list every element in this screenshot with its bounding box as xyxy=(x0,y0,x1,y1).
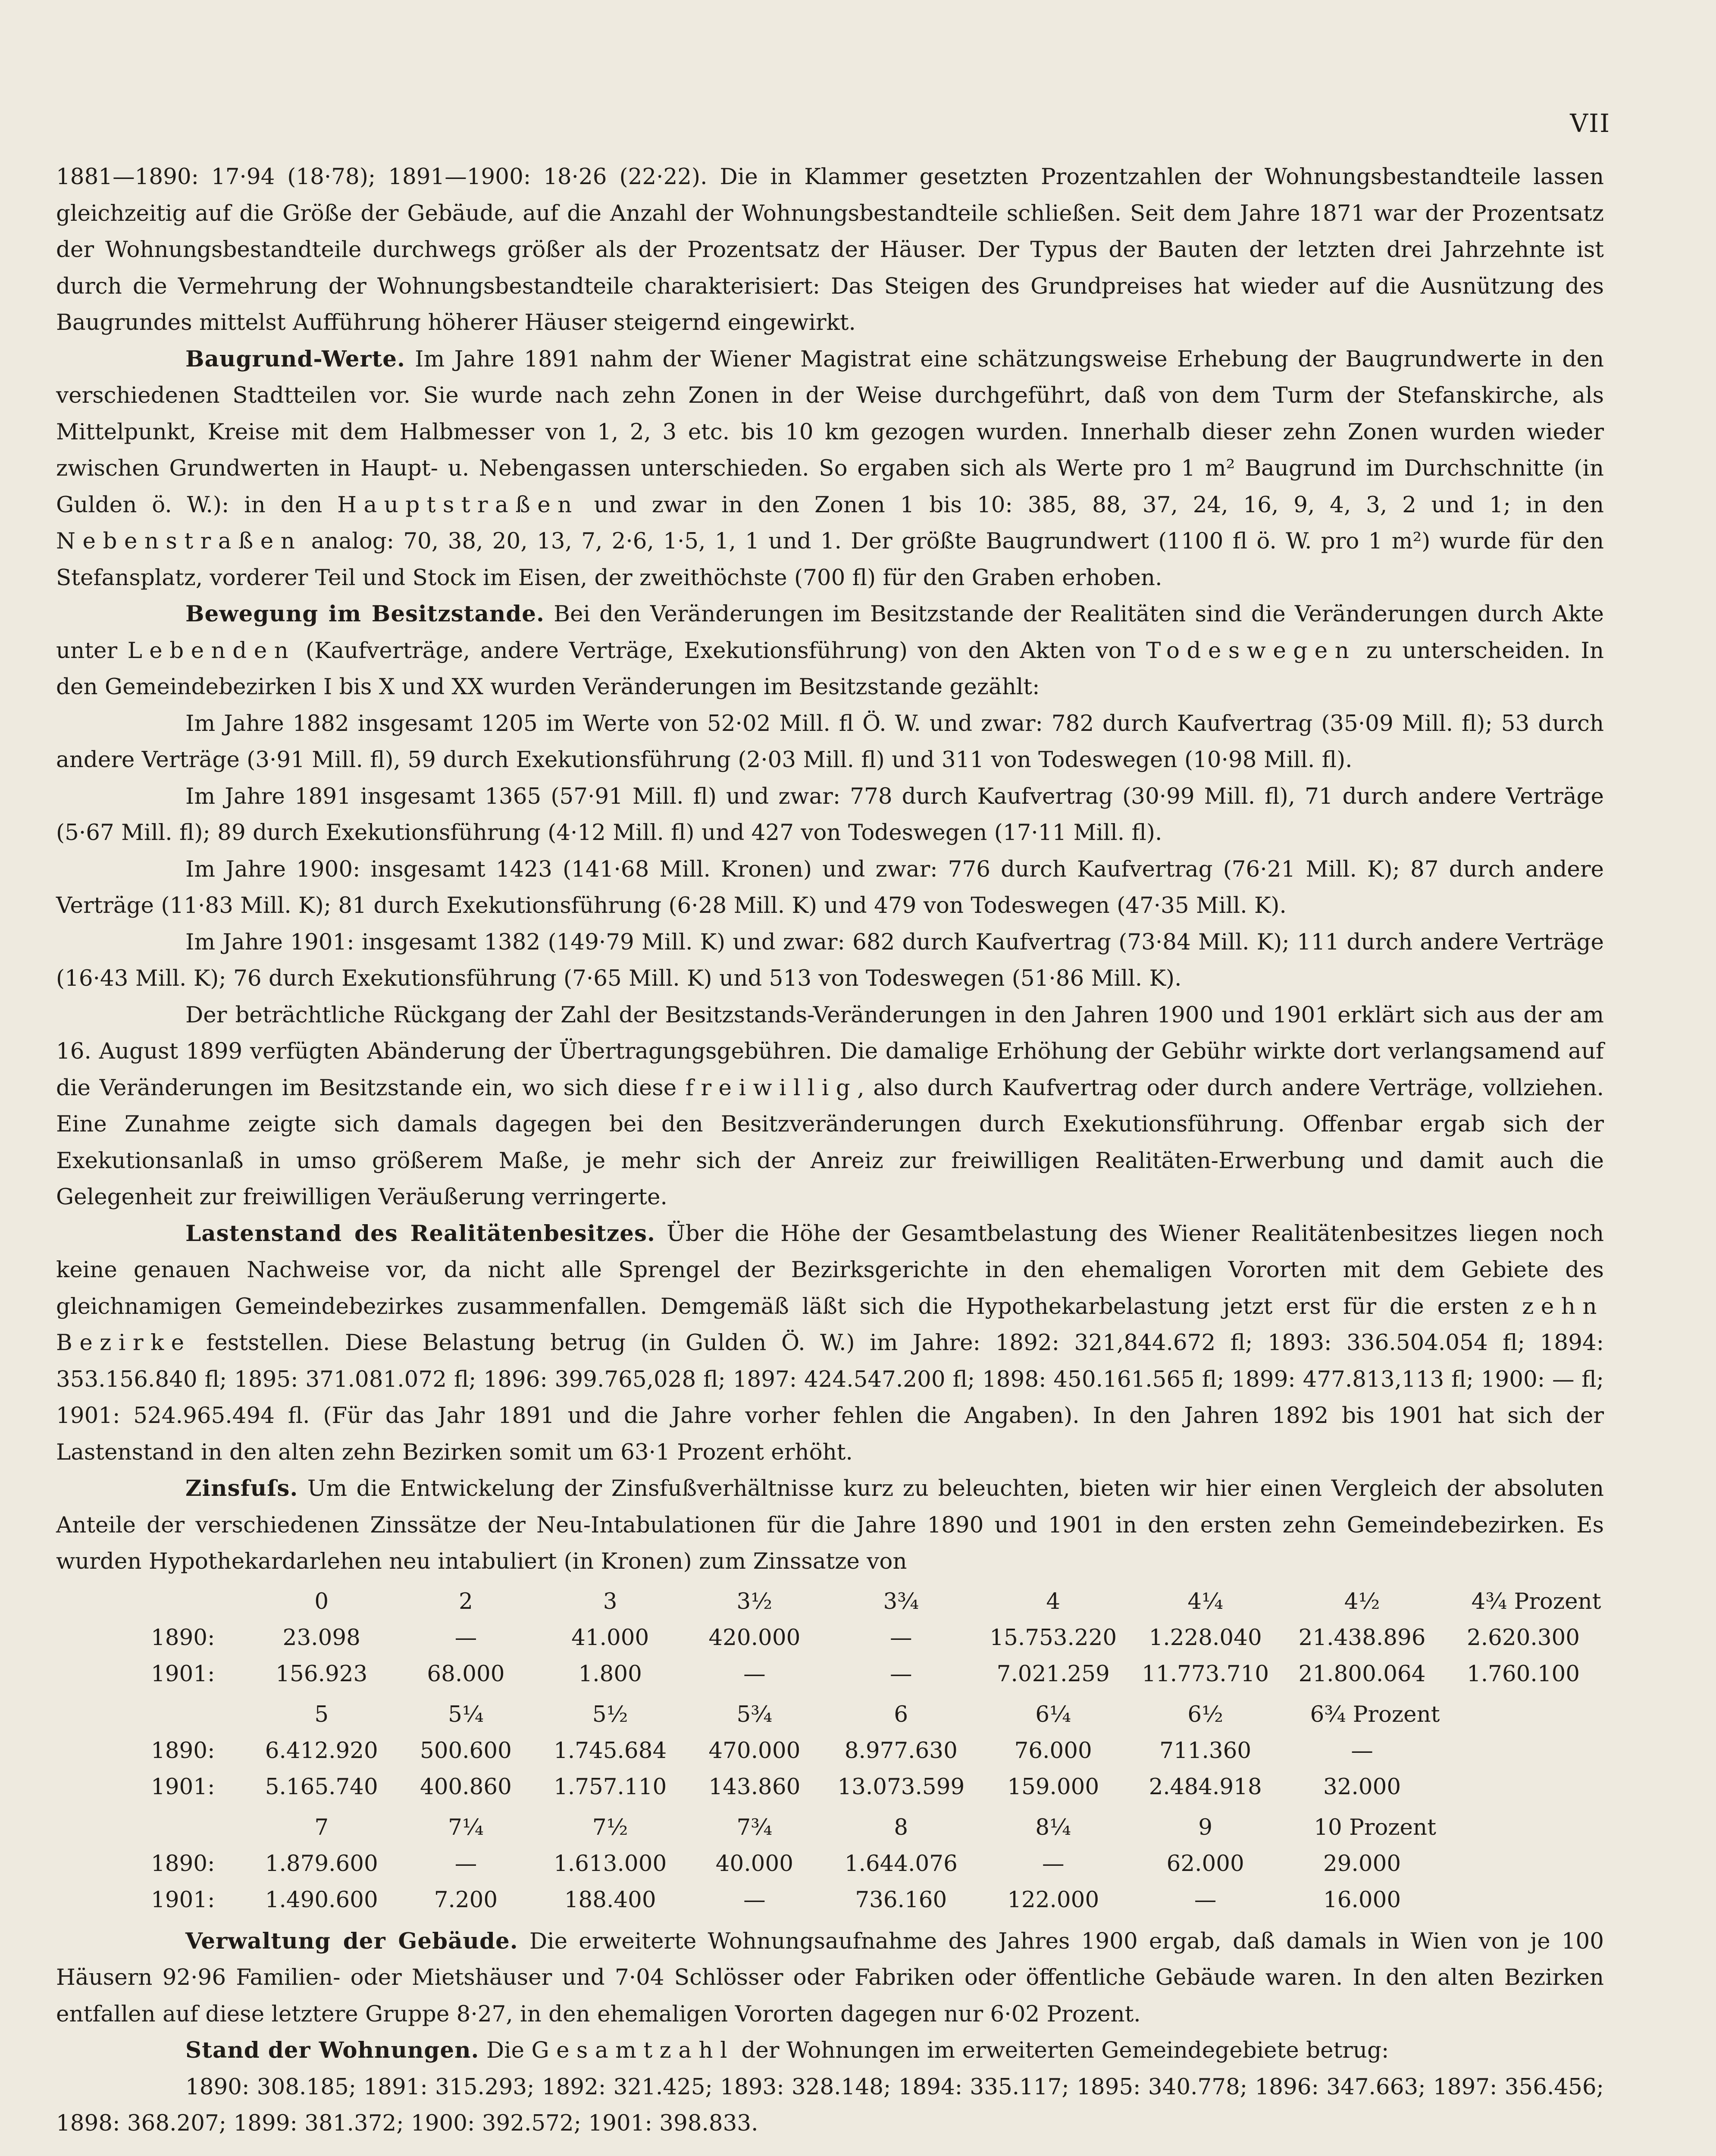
amount-cell: — xyxy=(890,1624,912,1651)
amount-cell: 1.613.000 xyxy=(554,1850,667,1877)
amount-cell: 32.000 xyxy=(1323,1774,1401,1800)
amount-cell: — xyxy=(743,1661,766,1687)
rate-header-row xyxy=(151,1583,1604,1620)
dwelling-growth-paragraph xyxy=(56,2150,1604,2156)
page-number: VII xyxy=(1570,109,1610,138)
rate-header-spacer xyxy=(151,1583,248,1620)
amount-cell: 1.644.076 xyxy=(844,1850,958,1877)
amount-cell: 29.000 xyxy=(1323,1850,1401,1877)
body-text: und zwar in den Zonen 1 bis 10: 385, 88, 37, 24, 16, 9, 4, 3, 2 und 1; in den xyxy=(579,492,1604,518)
body-text: , also durch Kaufvertrag oder durch andere Verträge, vollziehen. Eine Zunahme zeigte sich damals dagegen bei den Besitzveränderungen durch Exekutionsführung. Offenbar ergab sich der Exekutionsanlaß in umso größerem Maße, je mehr sich der Anreiz zur freiwilligen Realitäten-Erwerbung und damit auch die Gelegenheit zur freiwilligen Veräußerung verringerte. xyxy=(56,1075,1604,1210)
table-spacer xyxy=(151,1692,1604,1696)
body-text: Im Jahre 1891 nahm der Wiener Magistrat eine schätzungsweise Erhebung der Baugrundwerte in den verschiedenen Stadtteilen vor. Sie wurde nach zehn Zonen in der Weise durchgeführt, daß von dem Turm der Stefanskirche, als Mittelpunkt, Kreise mit dem Halbmesser von 1, 2, 3 etc. bis 10 km gezogen wurden. Innerhalb dieser zehn Zonen wurden wieder zwischen Grundwerten in Haupt- u. Nebengassen unterschieden. So ergaben sich als Werte pro 1 m² Baugrund im Durchschnitte (in Gulden ö. W.): in den xyxy=(56,346,1604,518)
body-text: Um die Entwickelung der Zinsfußverhältnisse kurz zu beleuchten, bieten wir hier einen Vergleich der absoluten Anteile der verschiedenen Zinssätze der Neu-Intabulationen für die Jahre 1890 und 1901 in den ersten zehn Gemeindebezirken. Es wurden Hypothekardarlehen neu intabuliert (in Kronen) zum Zinssatze von xyxy=(56,1476,1604,1574)
rate-data-row xyxy=(151,1769,1604,1805)
amount-cell: 40.000 xyxy=(715,1850,793,1877)
amount-cell: 1.879.600 xyxy=(265,1850,378,1877)
decline-paragraph xyxy=(56,997,1604,1216)
body-text: der Wohnungen im erweiterten Gemeindegebiete betrug: xyxy=(734,2037,1389,2063)
year-label: 1890: xyxy=(151,1624,215,1651)
table-spacer xyxy=(151,1805,1604,1809)
amount-cell: 1.800 xyxy=(578,1661,642,1687)
rate-header-cell: 2 xyxy=(459,1588,473,1614)
rate-header-cell: 3½ xyxy=(736,1588,773,1614)
rate-header-cell: 6 xyxy=(894,1701,908,1727)
body-text: Bei den Veränderungen im Besitzstande der Realitäten sind die Veränderungen durch Akte unter xyxy=(56,601,1604,664)
spaced-term: zehn Bezirke xyxy=(56,1293,1604,1356)
body-text: analog: 70, 38, 20, 13, 7, 2·6, 1·5, 1, 1 und 1. Der größte Baugrundwert (1100 fl ö. W. pro 1 m²) wurde für den Stefansplatz, vorderer Teil und Stock im Eisen, der zweithöchste (700 fl) für den Graben erhoben. xyxy=(56,528,1604,591)
rate-header-cell: 3 xyxy=(603,1588,617,1614)
amount-cell: 15.753.220 xyxy=(990,1624,1117,1651)
amount-cell: 7.021.259 xyxy=(996,1661,1110,1687)
section-heading: Baugrund-Werte. xyxy=(185,346,405,372)
amount-cell: 711.360 xyxy=(1159,1737,1252,1764)
body-text: zu unterscheiden. In den Gemeindebezirken I bis X und XX wurden Veränderungen im Besitzstande gezählt: xyxy=(56,637,1604,700)
amount-cell: 470.000 xyxy=(708,1737,801,1764)
amount-cell: 11.773.710 xyxy=(1142,1661,1269,1687)
amount-cell: 7.200 xyxy=(434,1887,498,1913)
rate-header-spacer xyxy=(151,1809,248,1846)
amount-cell: 16.000 xyxy=(1323,1887,1401,1913)
rate-header-cell: 7¾ xyxy=(736,1814,773,1840)
year-label: 1901: xyxy=(151,1887,215,1913)
year-label: 1890: xyxy=(151,1850,215,1877)
dwelling-count-list: 1890: 308.185; 1891: 315.293; 1892: 321.425; 1893: 328.148; 1894: 335.117; 1895: 340.778; 1896: 347.663; 1897: 356.456; 1898: 368.207; 1899: 381.372; 1900: 392.572; 1901: 398.833. xyxy=(56,2074,1604,2136)
section-lasten xyxy=(56,1216,1604,1471)
rate-header-cell: 5¼ xyxy=(448,1701,484,1727)
amount-cell: — xyxy=(1042,1850,1065,1877)
amount-cell: 2.620.300 xyxy=(1466,1624,1580,1651)
rate-header-cell: 8 xyxy=(894,1814,908,1840)
year-1900-paragraph: Im Jahre 1900: insgesamt 1423 (141·68 Mill. Kronen) und zwar: 776 durch Kaufvertrag (76·21 Mill. K); 87 durch andere Verträge (11·83 Mill. K); 81 durch Exekutionsführung (6·28 Mill. K) und 479 von Todeswegen (47·35 Mill. K). xyxy=(56,856,1604,918)
amount-cell: 1.745.684 xyxy=(554,1737,667,1764)
spaced-term: Hauptstraßen xyxy=(337,492,579,518)
amount-cell: 6.412.920 xyxy=(265,1737,378,1764)
amount-cell: 41.000 xyxy=(571,1624,649,1651)
section-heading: Zinsfuſs. xyxy=(185,1476,298,1501)
body-text: Die erweiterte Wohnungsaufnahme des Jahres 1900 ergab, daß damals in Wien von je 100 Häusern 92·96 Familien- oder Mietshäuser und 7·04 Schlösser oder Fabriken oder öffentliche Gebäude waren. In den alten Bezirken entfallen auf diese letztere Gruppe 8·27, in den ehemaligen Vororten dagegen nur 6·02 Prozent. xyxy=(56,1928,1604,2027)
body-text: Der beträchtliche Rückgang der Zahl der Besitzstands-Veränderungen in den Jahren 1900 und 1901 erklärt sich aus der am 16. August 1899 verfügten Abänderung der Übertragungsgebühren. Die damalige Erhöhung der Gebühr wirkte dort verlangsamend auf die Veränderungen im Besitzstande ein, wo sich diese xyxy=(56,1002,1604,1101)
rate-header-row xyxy=(151,1696,1604,1733)
rate-header-cell: 7¼ xyxy=(448,1814,484,1840)
amount-cell: — xyxy=(1194,1887,1217,1913)
year-label: 1901: xyxy=(151,1774,215,1800)
body-text: Die xyxy=(479,2037,532,2063)
amount-cell: 2.484.918 xyxy=(1149,1774,1262,1800)
section-heading: Verwaltung der Gebäude. xyxy=(185,1928,518,1954)
rate-header-cell: 5 xyxy=(314,1701,329,1727)
amount-cell: 156.923 xyxy=(276,1661,368,1687)
amount-cell: 1.757.110 xyxy=(554,1774,667,1800)
year-1891-paragraph: Im Jahre 1891 insgesamt 1365 (57·91 Mill. fl) und zwar: 778 durch Kaufvertrag (30·99 Mill. fl), 71 durch andere Verträge (5·67 Mill. fl); 89 durch Exekutionsführung (4·12 Mill. fl) und 427 von Todeswegen (17·11 Mill. fl). xyxy=(56,783,1604,846)
amount-cell: 159.000 xyxy=(1007,1774,1099,1800)
section-stand xyxy=(56,2032,1604,2069)
amount-cell: — xyxy=(454,1624,477,1651)
rate-header-cell: 6½ xyxy=(1187,1701,1224,1727)
interest-rate-table xyxy=(151,1583,1604,1918)
rate-header-cell: 4¼ xyxy=(1187,1588,1224,1614)
rate-header-cell: 8¼ xyxy=(1035,1814,1071,1840)
amount-cell: 1.228.040 xyxy=(1149,1624,1262,1651)
page-body xyxy=(56,159,1604,2156)
year-label: 1890: xyxy=(151,1737,215,1764)
amount-cell: 1.760.100 xyxy=(1466,1661,1580,1687)
amount-cell: 736.160 xyxy=(855,1887,947,1913)
rate-header-cell: 6¾ Prozent xyxy=(1310,1701,1440,1727)
interest-rate-table-body xyxy=(151,1583,1604,1918)
rate-header-cell: 7½ xyxy=(592,1814,628,1840)
amount-cell: — xyxy=(890,1661,912,1687)
spaced-term: Todeswegen xyxy=(1146,637,1356,664)
amount-cell: 400.860 xyxy=(420,1774,512,1800)
rate-header-row xyxy=(151,1809,1604,1846)
rate-header-cell: 6¼ xyxy=(1035,1701,1071,1727)
year-1882-paragraph: Im Jahre 1882 insgesamt 1205 im Werte von 52·02 Mill. fl Ö. W. und zwar: 782 durch Kaufvertrag (35·09 Mill. fl); 53 durch andere Verträge (3·91 Mill. fl), 59 durch Exekutionsführung (2·03 Mill. fl) und 311 von Todeswegen (10·98 Mill. fl). xyxy=(56,710,1604,773)
amount-cell: 8.977.630 xyxy=(844,1737,958,1764)
amount-cell: — xyxy=(743,1887,766,1913)
section-zinsfuss xyxy=(56,1470,1604,1580)
rate-header-cell: 9 xyxy=(1198,1814,1213,1840)
amount-cell: 143.860 xyxy=(708,1774,801,1800)
rate-data-row xyxy=(151,1882,1604,1918)
amount-cell: 68.000 xyxy=(427,1661,505,1687)
amount-cell: 21.438.896 xyxy=(1298,1624,1426,1651)
body-text: feststellen. Diese Belastung betrug (in Gulden Ö. W.) im Jahre: 1892: 321,844.672 fl; 1893: 336.504.054 fl; 1894: 353.156.840 fl; 1895: 371.081.072 fl; 1896: 399.765,028 fl; 1897: 424.547.200 fl; 1898: 450.161.565 fl; 1899: 477.813,113 fl; 1900: — fl; 1901: 524.965.494 fl. (Für das Jahr 1891 und die Jahre vorher fehlen die Angaben). In den Jahren 1892 bis 1901 hat sich der Lastenstand in den alten zehn Bezirken somit um 63·1 Prozent erhöht. xyxy=(56,1330,1604,1465)
rate-header-cell: 3¾ xyxy=(883,1588,919,1614)
amount-cell: 1.490.600 xyxy=(265,1887,378,1913)
spaced-term: Lebenden xyxy=(127,637,296,664)
amount-cell: — xyxy=(1351,1737,1373,1764)
rate-data-row xyxy=(151,1846,1604,1882)
year-label: 1901: xyxy=(151,1661,215,1687)
year-1901-paragraph: Im Jahre 1901: insgesamt 1382 (149·79 Mill. K) und zwar: 682 durch Kaufvertrag (73·84 Mill. K); 111 durch andere Verträge (16·43 Mill. K); 76 durch Exekutionsführung (7·65 Mill. K) und 513 von Todeswegen (51·86 Mill. K). xyxy=(56,929,1604,991)
section-bewegung xyxy=(56,596,1604,705)
spaced-term: Gesamtzahl xyxy=(531,2037,735,2063)
spaced-term: freiwillig xyxy=(685,1075,858,1101)
spaced-term: Nebenstraßen xyxy=(56,528,302,554)
rate-header-cell: 7 xyxy=(314,1814,329,1840)
rate-header-cell: 0 xyxy=(314,1588,329,1614)
section-heading: Bewegung im Besitzstande. xyxy=(185,601,545,627)
section-verwaltung xyxy=(56,1923,1604,2033)
section-baugrund xyxy=(56,341,1604,596)
rate-data-row xyxy=(151,1656,1604,1692)
amount-cell: 13.073.599 xyxy=(837,1774,965,1800)
body-text: (Kaufverträge, andere Verträge, Exekutionsführung) von den Akten von xyxy=(295,637,1146,664)
rate-header-spacer xyxy=(151,1696,248,1733)
rate-header-cell: 4 xyxy=(1046,1588,1061,1614)
body-text: Über die Höhe der Gesamtbelastung des Wiener Realitätenbesitzes liegen noch keine genauen Nachweise vor, da nicht alle Sprengel der Bezirksgerichte in den ehemaligen Vororten mit dem Gebiete des gleichnamigen Gemeindebezirkes zusammenfallen. Demgemäß läßt sich die Hypothekarbelastung jetzt erst für die ersten xyxy=(56,1220,1604,1319)
rate-header-cell: 5½ xyxy=(592,1701,628,1727)
amount-cell: 188.400 xyxy=(564,1887,656,1913)
amount-cell: — xyxy=(454,1850,477,1877)
rate-data-row xyxy=(151,1620,1604,1656)
intro-paragraph: 1881—1890: 17·94 (18·78); 1891—1900: 18·26 (22·22). Die in Klammer gesetzten Prozentzahlen der Wohnungsbestandteile lassen gleichzeitig auf die Größe der Gebäude, auf die Anzahl der Wohnungsbestandteile schließen. Seit dem Jahre 1871 war der Prozentsatz der Wohnungsbestandteile durchwegs größer als der Prozentsatz der Häuser. Der Typus der Bauten der letzten drei Jahrzehnte ist durch die Vermehrung der Wohnungsbestandteile charakterisiert: Das Steigen des Grundpreises hat wieder auf die Ausnützung des Baugrundes mittelst Aufführung höherer Häuser steigernd eingewirkt. xyxy=(56,164,1604,335)
amount-cell: 500.600 xyxy=(420,1737,512,1764)
rate-data-row xyxy=(151,1733,1604,1769)
section-heading: Stand der Wohnungen. xyxy=(185,2037,479,2063)
amount-cell: 23.098 xyxy=(282,1624,360,1651)
amount-cell: 62.000 xyxy=(1166,1850,1244,1877)
amount-cell: 5.165.740 xyxy=(265,1774,378,1800)
rate-header-cell: 10 Prozent xyxy=(1314,1814,1436,1840)
rate-header-cell: 4½ xyxy=(1344,1588,1380,1614)
amount-cell: 420.000 xyxy=(708,1624,801,1651)
rate-header-cell: 5¾ xyxy=(736,1701,773,1727)
section-heading: Lastenstand des Realitätenbesitzes. xyxy=(185,1220,655,1247)
amount-cell: 76.000 xyxy=(1014,1737,1092,1764)
rate-header-cell: 4¾ Prozent xyxy=(1471,1588,1601,1614)
amount-cell: 21.800.064 xyxy=(1298,1661,1426,1687)
amount-cell: 122.000 xyxy=(1007,1887,1099,1913)
